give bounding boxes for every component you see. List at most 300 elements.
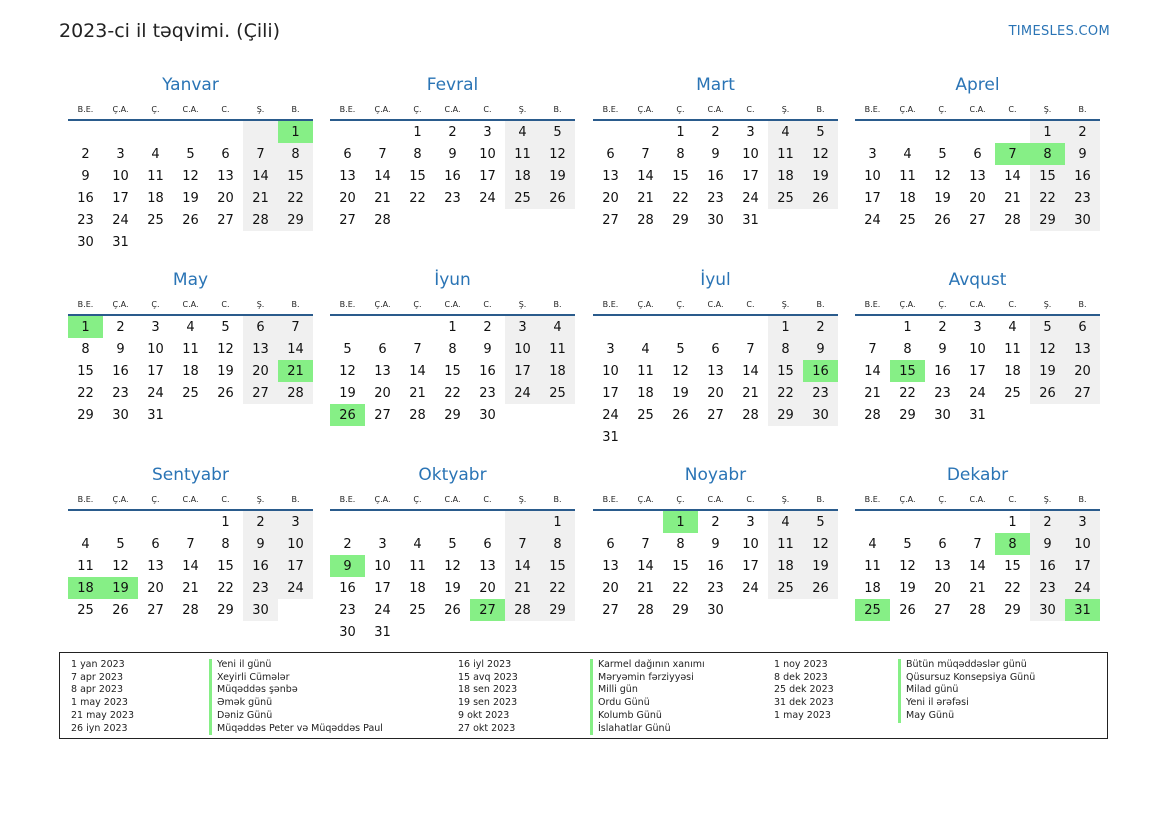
holiday-date: 21 may 2023 [71, 709, 135, 721]
month-0 [68, 74, 313, 253]
day-cell: 20 [602, 190, 619, 206]
day-cell: 11 [77, 558, 94, 574]
day-cell: 3 [378, 536, 387, 552]
days-grid [330, 511, 575, 643]
day-cell: 25 [182, 385, 199, 401]
empty-cell [278, 599, 313, 621]
day-cell: 16 [444, 168, 461, 184]
day-cell: 7 [746, 341, 755, 357]
empty-cell [365, 316, 400, 338]
day-cell: 24 [1065, 577, 1100, 599]
day-cell: 17 [505, 360, 540, 382]
day-cell: 24 [742, 580, 759, 596]
day-cell: 16 [1030, 555, 1065, 577]
day-cell: 22 [672, 190, 689, 206]
day-cell: 27 [243, 382, 278, 404]
day-cell: 21 [182, 580, 199, 596]
weekday-label: Ç. [151, 104, 160, 114]
empty-cell [208, 404, 243, 426]
day-cell: 10 [147, 341, 164, 357]
day-cell: 29 [278, 209, 313, 231]
holiday-names-col-2 [590, 659, 705, 735]
day-cell: 28 [409, 407, 426, 423]
day-cell: 21 [505, 577, 540, 599]
day-cell: 14 [969, 558, 986, 574]
empty-cell [1030, 404, 1065, 426]
empty-cell [925, 511, 960, 533]
weekday-label: C. [221, 494, 230, 504]
day-cell: 16 [1065, 165, 1100, 187]
day-cell: 4 [151, 146, 160, 162]
weekday-label: C. [746, 299, 755, 309]
day-cell: 23 [77, 212, 94, 228]
day-cell: 28 [1004, 212, 1021, 228]
weekday-label: B. [553, 494, 562, 504]
month-name: Mart [696, 75, 735, 95]
day-cell: 12 [899, 558, 916, 574]
day-cell: 26 [803, 577, 838, 599]
day-cell: 19 [1030, 360, 1065, 382]
holiday-date: 18 sen 2023 [458, 684, 518, 696]
month-11 [855, 464, 1100, 621]
empty-cell [505, 511, 540, 533]
weekday-label: C.A. [707, 494, 724, 504]
day-cell: 30 [112, 407, 129, 423]
day-cell: 5 [343, 341, 352, 357]
day-cell: 18 [1004, 363, 1021, 379]
day-cell: 5 [116, 536, 125, 552]
empty-cell [208, 121, 243, 143]
day-cell: 20 [934, 580, 951, 596]
weekday-label: Ç. [413, 299, 422, 309]
day-cell: 23 [444, 190, 461, 206]
day-cell: 14 [637, 558, 654, 574]
weekday-header [68, 489, 313, 509]
day-cell: 28 [637, 602, 654, 618]
month-3 [855, 74, 1100, 231]
weekday-label: Ç.A. [899, 299, 916, 309]
day-cell: 20 [1065, 360, 1100, 382]
empty-cell [890, 511, 925, 533]
empty-cell [628, 316, 663, 338]
day-cell: 14 [182, 558, 199, 574]
day-cell: 2 [938, 319, 947, 335]
day-cell: 20 [147, 580, 164, 596]
weekday-label: C.A. [969, 299, 986, 309]
weekday-label: C. [483, 104, 492, 114]
day-cell: 31 [147, 407, 164, 423]
weekday-label: B.E. [864, 104, 881, 114]
weekday-label: B. [291, 494, 300, 504]
day-cell: 31 [374, 624, 391, 640]
day-cell: 9 [116, 341, 125, 357]
day-cell: 6 [151, 536, 160, 552]
day-cell: 24 [602, 407, 619, 423]
weekday-label: Ç. [151, 299, 160, 309]
day-cell: 21 [1004, 190, 1021, 206]
site-link[interactable]: TIMESLES.COM [1008, 24, 1110, 39]
day-cell: 15 [77, 363, 94, 379]
day-cell: 9 [448, 146, 457, 162]
day-cell: 28 [182, 602, 199, 618]
day-cell: 9 [330, 555, 365, 577]
day-cell: 9 [483, 341, 492, 357]
empty-cell [698, 426, 733, 448]
day-cell: 3 [746, 124, 755, 140]
day-cell: 14 [864, 363, 881, 379]
day-cell: 12 [672, 363, 689, 379]
day-cell: 20 [602, 580, 619, 596]
holiday-date: 15 avq 2023 [458, 671, 518, 683]
day-cell: 24 [505, 382, 540, 404]
day-cell: 29 [444, 407, 461, 423]
day-cell: 2 [243, 511, 278, 533]
day-cell: 18 [409, 580, 426, 596]
day-cell: 30 [803, 404, 838, 426]
day-cell: 6 [378, 341, 387, 357]
day-cell: 6 [483, 536, 492, 552]
empty-cell [960, 121, 995, 143]
weekday-label: B.E. [602, 104, 619, 114]
holiday-name: Yeni il ərəfəsi [898, 697, 1035, 710]
empty-cell [593, 316, 628, 338]
day-cell: 25 [540, 382, 575, 404]
day-cell: 22 [899, 385, 916, 401]
day-cell: 11 [147, 168, 164, 184]
weekday-header [593, 489, 838, 509]
day-cell: 27 [602, 212, 619, 228]
day-cell: 11 [768, 143, 803, 165]
weekday-header [855, 294, 1100, 314]
day-cell: 7 [868, 341, 877, 357]
day-cell: 25 [1004, 385, 1021, 401]
empty-cell [208, 231, 243, 253]
month-10 [593, 464, 838, 621]
holiday-date: 1 may 2023 [774, 709, 831, 721]
empty-cell [768, 209, 803, 231]
day-cell: 4 [641, 341, 650, 357]
days-grid [68, 316, 313, 426]
day-cell: 21 [742, 385, 759, 401]
day-cell: 5 [540, 121, 575, 143]
day-cell: 8 [540, 533, 575, 555]
day-cell: 5 [1030, 316, 1065, 338]
day-cell: 25 [855, 599, 890, 621]
day-cell: 28 [969, 602, 986, 618]
day-cell: 6 [938, 536, 947, 552]
empty-cell [173, 121, 208, 143]
day-cell: 10 [505, 338, 540, 360]
empty-cell [400, 209, 435, 231]
weekday-label: Ş. [781, 104, 790, 114]
day-cell: 30 [934, 407, 951, 423]
day-cell: 4 [868, 536, 877, 552]
weekday-label: Ç.A. [637, 299, 654, 309]
day-cell: 24 [278, 577, 313, 599]
page-title: 2023-ci il təqvimi. (Çili) [59, 20, 281, 42]
day-cell: 13 [969, 168, 986, 184]
weekday-label: C.A. [182, 494, 199, 504]
day-cell: 14 [278, 338, 313, 360]
day-cell: 18 [505, 165, 540, 187]
day-cell: 29 [540, 599, 575, 621]
day-cell: 27 [1065, 382, 1100, 404]
day-cell: 29 [77, 407, 94, 423]
day-cell: 2 [116, 319, 125, 335]
day-cell: 5 [676, 341, 685, 357]
day-cell: 19 [803, 555, 838, 577]
day-cell: 19 [217, 363, 234, 379]
day-cell: 8 [448, 341, 457, 357]
empty-cell [628, 121, 663, 143]
weekday-label: B. [291, 299, 300, 309]
day-cell: 13 [339, 168, 356, 184]
weekday-label: C. [1008, 299, 1017, 309]
month-7 [855, 269, 1100, 426]
day-cell: 10 [969, 341, 986, 357]
empty-cell [103, 511, 138, 533]
day-cell: 6 [711, 341, 720, 357]
holiday-date: 19 sen 2023 [458, 697, 518, 709]
day-cell: 14 [1004, 168, 1021, 184]
empty-cell [540, 404, 575, 426]
weekday-label: Ç. [413, 494, 422, 504]
weekday-label: Ç.A. [637, 104, 654, 114]
day-cell: 7 [641, 146, 650, 162]
day-cell: 13 [602, 558, 619, 574]
weekday-header [68, 294, 313, 314]
month-name: Fevral [426, 75, 479, 95]
day-cell: 10 [602, 363, 619, 379]
day-cell: 9 [1030, 533, 1065, 555]
day-cell: 21 [637, 580, 654, 596]
day-cell: 6 [606, 536, 615, 552]
day-cell: 10 [742, 146, 759, 162]
weekday-label: B.E. [602, 299, 619, 309]
day-cell: 2 [1065, 121, 1100, 143]
day-cell: 26 [444, 602, 461, 618]
day-cell: 6 [606, 146, 615, 162]
month-name: Aprel [955, 75, 1000, 95]
weekday-label: C. [746, 104, 755, 114]
month-1 [330, 74, 575, 231]
day-cell: 1 [413, 124, 422, 140]
weekday-label: B. [1078, 104, 1087, 114]
day-cell: 25 [147, 212, 164, 228]
holiday-names-col-1 [209, 659, 383, 735]
day-cell: 23 [803, 382, 838, 404]
weekday-label: B.E. [77, 299, 94, 309]
weekday-label: Ç.A. [112, 104, 129, 114]
day-cell: 15 [540, 555, 575, 577]
empty-cell [1065, 404, 1100, 426]
weekday-header [330, 294, 575, 314]
day-cell: 29 [1030, 209, 1065, 231]
weekday-label: Ç. [676, 299, 685, 309]
day-cell: 7 [641, 536, 650, 552]
day-cell: 30 [707, 212, 724, 228]
day-cell: 8 [1030, 143, 1065, 165]
day-cell: 11 [409, 558, 426, 574]
day-cell: 29 [1004, 602, 1021, 618]
day-cell: 27 [470, 599, 505, 621]
holiday-date: 16 iyl 2023 [458, 659, 512, 670]
day-cell: 7 [505, 533, 540, 555]
day-cell: 26 [182, 212, 199, 228]
day-cell: 29 [672, 212, 689, 228]
day-cell: 8 [676, 146, 685, 162]
day-cell: 26 [330, 404, 365, 426]
weekday-header [855, 99, 1100, 119]
empty-cell [803, 209, 838, 231]
weekday-label: Ç. [938, 299, 947, 309]
day-cell: 19 [672, 385, 689, 401]
empty-cell [803, 426, 838, 448]
month-name: Oktyabr [418, 465, 487, 485]
day-cell: 23 [934, 385, 951, 401]
day-cell: 18 [147, 190, 164, 206]
weekday-label: B. [1078, 299, 1087, 309]
empty-cell [103, 121, 138, 143]
day-cell: 28 [278, 382, 313, 404]
month-9 [330, 464, 575, 643]
day-cell: 13 [217, 168, 234, 184]
empty-cell [138, 511, 173, 533]
day-cell: 8 [413, 146, 422, 162]
day-cell: 2 [483, 319, 492, 335]
day-cell: 6 [243, 316, 278, 338]
day-cell: 12 [803, 533, 838, 555]
day-cell: 26 [899, 602, 916, 618]
weekday-header [68, 99, 313, 119]
day-cell: 20 [243, 360, 278, 382]
day-cell: 25 [899, 212, 916, 228]
day-cell: 27 [602, 602, 619, 618]
day-cell: 11 [637, 363, 654, 379]
weekday-label: C. [483, 494, 492, 504]
empty-cell [593, 121, 628, 143]
day-cell: 12 [112, 558, 129, 574]
day-cell: 24 [742, 190, 759, 206]
day-cell: 3 [116, 146, 125, 162]
day-cell: 26 [217, 385, 234, 401]
day-cell: 17 [969, 363, 986, 379]
holiday-name: Karmel dağının xanımı [590, 659, 705, 672]
day-cell: 19 [182, 190, 199, 206]
empty-cell [470, 209, 505, 231]
empty-cell [733, 599, 768, 621]
day-cell: 26 [112, 602, 129, 618]
weekday-label: Ç.A. [637, 494, 654, 504]
empty-cell [505, 404, 540, 426]
empty-cell [768, 599, 803, 621]
day-cell: 14 [505, 555, 540, 577]
weekday-label: B.E. [77, 104, 94, 114]
empty-cell [330, 121, 365, 143]
day-cell: 1 [448, 319, 457, 335]
day-cell: 13 [707, 363, 724, 379]
day-cell: 9 [81, 168, 90, 184]
days-grid [593, 511, 838, 621]
day-cell: 9 [803, 338, 838, 360]
weekday-label: Ş. [256, 104, 265, 114]
day-cell: 11 [182, 341, 199, 357]
day-cell: 4 [81, 536, 90, 552]
weekday-label: B. [291, 104, 300, 114]
holiday-date: 27 okt 2023 [458, 722, 516, 734]
day-cell: 6 [221, 146, 230, 162]
day-cell: 7 [413, 341, 422, 357]
holiday-date: 26 iyn 2023 [71, 722, 128, 734]
day-cell: 12 [182, 168, 199, 184]
holiday-name: Milli gün [590, 684, 705, 697]
day-cell: 16 [112, 363, 129, 379]
month-name: Sentyabr [152, 465, 229, 485]
day-cell: 11 [768, 533, 803, 555]
day-cell: 11 [540, 338, 575, 360]
weekday-header [330, 489, 575, 509]
holiday-dates-col-3 [774, 659, 834, 723]
weekday-label: Ş. [518, 104, 527, 114]
day-cell: 30 [479, 407, 496, 423]
weekday-label: B.E. [864, 494, 881, 504]
day-cell: 15 [409, 168, 426, 184]
day-cell: 25 [768, 187, 803, 209]
days-grid [855, 121, 1100, 231]
empty-cell [925, 121, 960, 143]
day-cell: 12 [339, 363, 356, 379]
day-cell: 21 [243, 187, 278, 209]
weekday-label: C.A. [182, 299, 199, 309]
day-cell: 16 [479, 363, 496, 379]
day-cell: 19 [444, 580, 461, 596]
day-cell: 10 [479, 146, 496, 162]
days-grid [68, 121, 313, 253]
day-cell: 21 [864, 385, 881, 401]
day-cell: 8 [221, 536, 230, 552]
day-cell: 10 [112, 168, 129, 184]
day-cell: 29 [899, 407, 916, 423]
day-cell: 3 [278, 511, 313, 533]
day-cell: 4 [505, 121, 540, 143]
day-cell: 25 [77, 602, 94, 618]
weekday-label: B. [553, 299, 562, 309]
day-cell: 1 [540, 511, 575, 533]
day-cell: 26 [672, 407, 689, 423]
month-2 [593, 74, 838, 231]
day-cell: 3 [746, 514, 755, 530]
empty-cell [243, 121, 278, 143]
day-cell: 2 [343, 536, 352, 552]
day-cell: 14 [409, 363, 426, 379]
weekday-label: Ş. [518, 299, 527, 309]
weekday-label: Ş. [518, 494, 527, 504]
day-cell: 27 [217, 212, 234, 228]
weekday-label: Ç.A. [374, 104, 391, 114]
day-cell: 19 [803, 165, 838, 187]
day-cell: 19 [339, 385, 356, 401]
day-cell: 8 [676, 536, 685, 552]
day-cell: 8 [903, 341, 912, 357]
day-cell: 14 [243, 165, 278, 187]
empty-cell [593, 511, 628, 533]
day-cell: 19 [540, 165, 575, 187]
day-cell: 18 [768, 165, 803, 187]
day-cell: 29 [672, 602, 689, 618]
weekday-label: B.E. [77, 494, 94, 504]
day-cell: 11 [1004, 341, 1021, 357]
day-cell: 5 [221, 319, 230, 335]
